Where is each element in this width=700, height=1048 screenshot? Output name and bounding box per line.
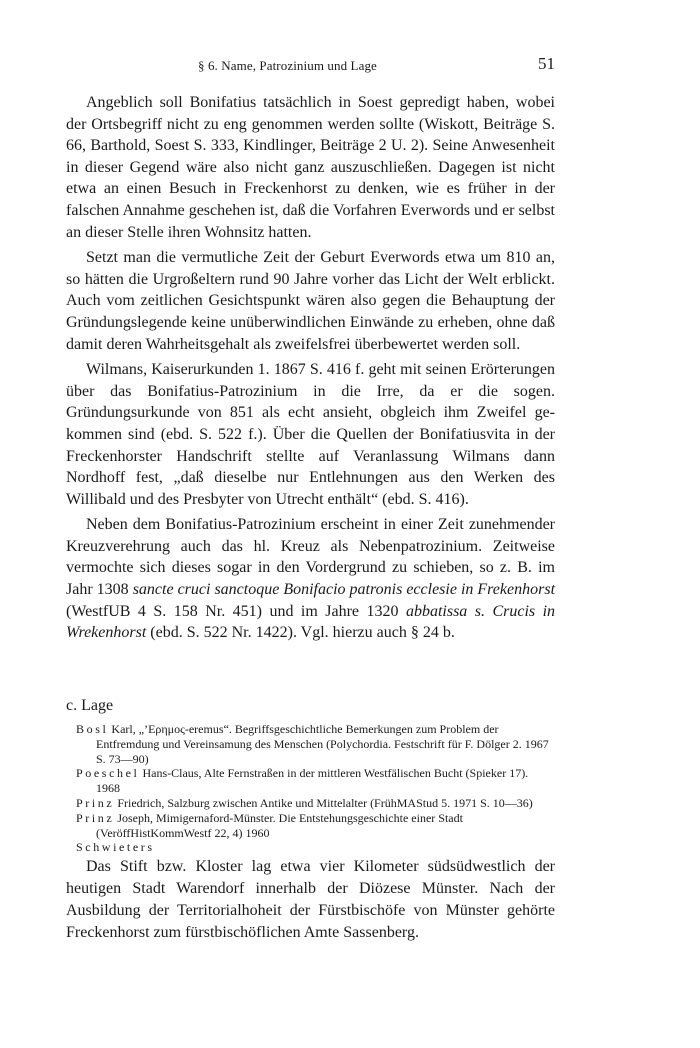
paragraph-wilmans: Wilmans, Kaiserurkunden 1. 1867 S. 416 f. geht mit seinen Erörterungen über das Bonifatius-Patrozinium in die Irre, da er die sogen. Gründungsurkunde von 851 als echt ansieht, obgleich ihm Zweifel gekommen sind (ebd. S. 522 f.). Über die Quellen der Bonifatiusvita in der Freckenhorster Handschrift stellte auf Veranlassung Wilmans dann Nordhoff fest, „daß dieselbe nur Entlehnungen aus den Werken des Willibald und des Presbyter von Utrecht enthält“ (ebd. S. 416). (66, 361, 555, 508)
bib-author: Prinz (76, 795, 115, 810)
latin-quote: abbatissa s. Crucis in Wrekenhorst (66, 602, 556, 642)
bibliography-entry (76, 722, 554, 766)
text-segment: (ebd. S. 522 Nr. 1422). Vgl. hierzu auch § 24 b. (150, 624, 455, 642)
bibliography-entry (76, 766, 554, 796)
bib-author: Schwieters (76, 840, 155, 855)
bibliography-entry (76, 811, 554, 841)
bib-text: Karl, „’Ερημος-eremus“. Begriffsgeschichtliche Bemerkungen zum Problem der Entfremdung und Vereinsamung des Menschen (Polychordia. Festschrift für F. Dölger 2. 1967 S. 73—90) (96, 722, 549, 766)
bib-author: Poeschel (76, 766, 140, 781)
bibliography-list (76, 722, 554, 855)
bib-author: Prinz (76, 810, 115, 825)
paragraph-kreuz-patrozinium (66, 514, 555, 644)
location-text (66, 856, 555, 944)
bib-author: Bosl (76, 722, 109, 736)
section-heading: c. Lage (66, 697, 114, 714)
main-text (66, 92, 555, 644)
running-header (66, 54, 555, 78)
paragraph-lage: Das Stift bzw. Kloster lag etwa vier Kilometer südsüdwestlich der heutigen Stadt Warendorf innerhalb der Diözese Münster. Nach der Ausbildung der Territorialhoheit der Fürstbischöfe von Münster gehörte Freckenhorst zum fürstbischöflichen Amte Sassenberg. (66, 858, 555, 941)
paragraph-everword-birth: Setzt man die vermutliche Zeit der Geburt Everwords etwa um 810 an, so hätten die Urgroßeltern rund 90 Jahre vorher das Licht der Welt erblickt. Auch vom zeitlichen Gesichtspunkt wären also gegen die Behauptung der Gründungslegende keine unüberwindlichen Einwände zu erheben, ohne daß damit deren Wahrheitsgehalt als zweifelsfrei überbewertet werden soll. (66, 249, 555, 353)
bib-text: Hans-Claus, Alte Fernstraßen in der mittleren Westfälischen Bucht (Spieker 17). 1968 (96, 766, 529, 796)
latin-quote: sancte cruci sanctoque Bonifacio patronis ecclesie in Frekenhorst (132, 581, 556, 599)
bib-text: Joseph, Mimigernaford-Münster. Die Entstehungsgeschichte einer Stadt (VeröffHistKommWestf 22, 4) 1960 (96, 810, 463, 840)
header-title: § 6. Name, Patrozinium und Lage (198, 58, 377, 73)
paragraph-bonifatius-soest: Angeblich soll Bonifatius tatsächlich in Soest gepredigt haben, wobei der Ortsbegriff nicht zu eng genommen werden sollte (Wiskott, Beiträge S. 66, Barthold, Soest S. 333, Kindlinger, Beiträge 2 U. 2). Seine Anwesenheit in dieser Gegend wäre also nicht ganz auszuschließen. Dagegen ist nicht etwa an einen Besuch in Freckenhorst zu denken, wie es früher in der falschen Annahme geschehen ist, daß die Vorfahren Everwords und er selbst an dieser Stelle ihren Wohnsitz hatten. (66, 94, 555, 241)
text-segment: (WestfUB 4 S. 158 Nr. 451) und im Jahre 1320 (66, 602, 399, 620)
bibliography-entry (76, 796, 554, 811)
page-number: 51 (538, 54, 555, 73)
bib-text: Friedrich, Salzburg zwischen Antike und Mittelalter (FrühMAStud 5. 1971 S. 10—36) (117, 795, 533, 810)
text-segment: Neben dem Bonifatius-Patrozinium erscheint in einer Zeit zunehmender Kreuzverehrung auch das hl. Kreuz als Nebenpatrozinium. Zeitweise vermochte sich dieses sogar in den Vordergrund zu schieben, so z. B. im Jahr 1308 (66, 516, 555, 599)
bibliography-entry (76, 840, 554, 855)
